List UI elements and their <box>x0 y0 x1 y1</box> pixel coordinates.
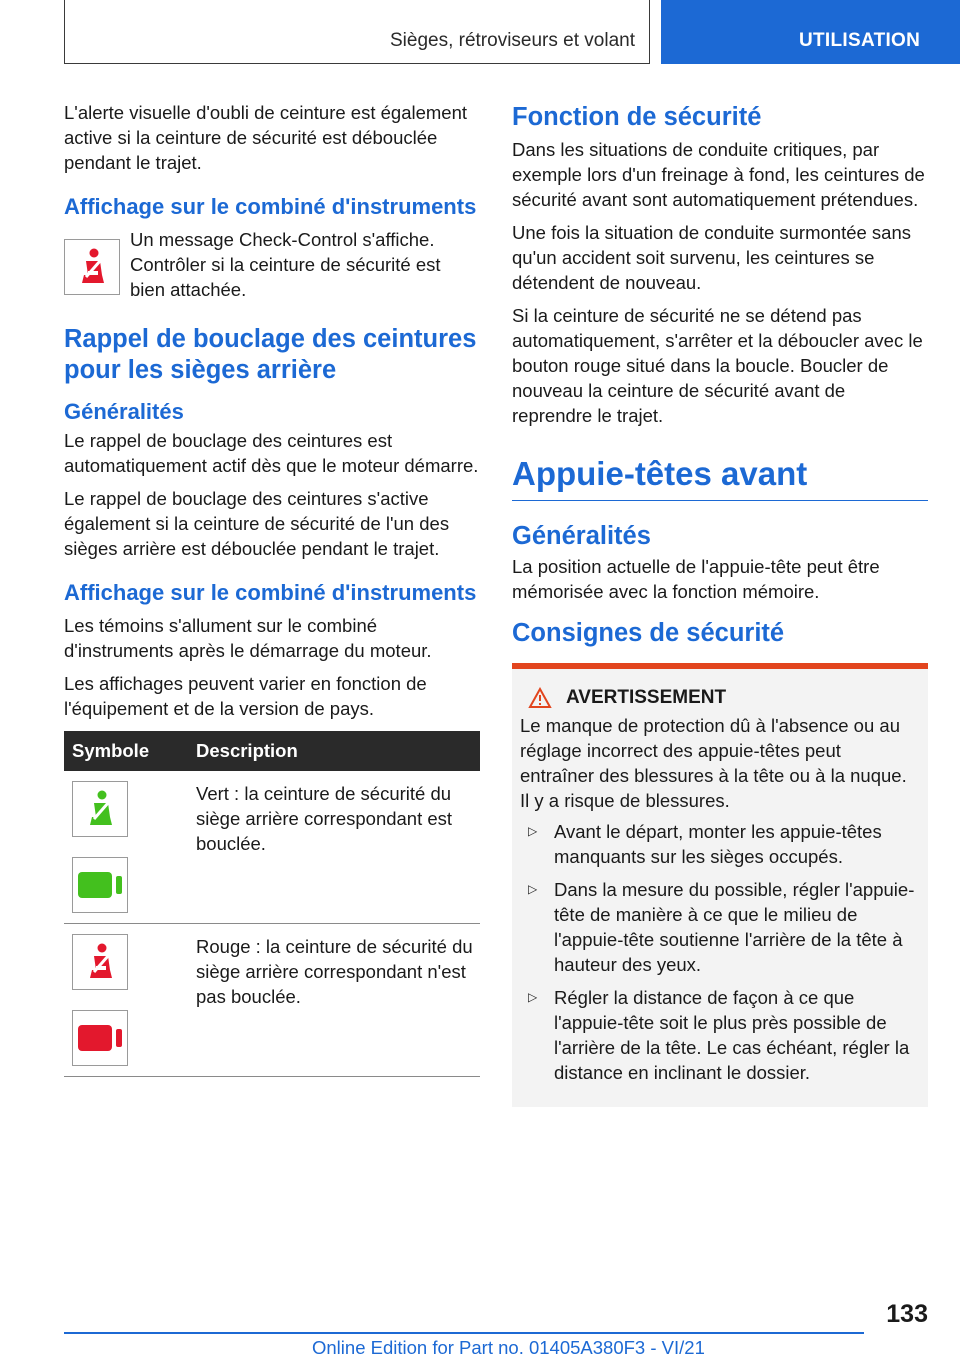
seat-green-indicator-icon <box>72 857 128 913</box>
symbol-table <box>64 731 480 1077</box>
bullet-triangle-icon: ▷ <box>528 990 538 1004</box>
seat-red-indicator-icon <box>72 1010 128 1066</box>
seatbelt-warning-icon <box>64 239 120 295</box>
footer-divider <box>64 1332 864 1334</box>
fonction-paragraph-3: Si la ceinture de sécurité ne se détend pas automatiquement, s'arrêter et la déboucler avec le bouton rouge situé dans la boucle. Boucler de nouveau la ceinture de sécurité avant de reprendre le trajet. <box>512 305 923 426</box>
col-description: Description <box>196 740 298 761</box>
appuie-generalites-paragraph: La position actuelle de l'appuie-tête peut être mémorisée avec la fonction mémoire. <box>512 556 880 602</box>
table-row <box>64 924 480 1077</box>
header-chapter-label: UTILISATION <box>799 30 921 51</box>
warning-triangle-icon <box>528 687 552 709</box>
warning-title-text: AVERTISSEMENT <box>566 687 727 708</box>
intro-paragraph: L'alerte visuelle d'oubli de ceinture est également active si la ceinture de sécurité est débouclée pendant le trajet. <box>64 102 468 173</box>
page-number: 133 <box>886 1300 928 1328</box>
header-chapter-tab[interactable] <box>661 0 960 64</box>
list-item: ▷ Régler la distance de façon à ce que l'appuie-tête soit le plus près possible de l'arrière de la tête. Le cas échéant, régler la distance en inclinant le dossier. <box>520 985 920 1085</box>
fonction-paragraph-2: Une fois la situation de conduite surmontée sans qu'un accident soit survenu, les ceintures se détendent de nouveau. <box>512 222 912 293</box>
right-column <box>512 100 928 1107</box>
check-control-text: Un message Check-Control s'affiche. Contrôler si la ceinture de sécurité est bien attachée. <box>130 229 441 300</box>
warning-list <box>520 819 920 1085</box>
green-description: Vert : la ceinture de sécurité du siège arrière correspondant est bouclée. <box>196 783 453 854</box>
footer-edition: Online Edition for Part no. 01405A380F3 - VI/21 <box>312 1337 705 1358</box>
rappel-heading: Rappel de bouclage des ceintures pour les sièges arrière <box>64 325 477 384</box>
fonction-paragraph-1: Dans les situations de conduite critiques, par exemple lors d'un freinage à fond, les ceintures de sécurité avant sont automatiquement prétendues. <box>512 139 925 210</box>
table-row <box>64 771 480 924</box>
warning-title <box>528 687 920 709</box>
generalites-paragraph-2: Le rappel de bouclage des ceintures s'active également si la ceinture de sécurité de l'un des sièges arrière est débouclée pendant le trajet. <box>64 488 450 559</box>
check-control-block <box>64 227 480 302</box>
generalites-paragraph-1: Le rappel de bouclage des ceintures est automatiquement actif dès que le moteur démarre. <box>64 430 479 476</box>
seatbelt-red-icon <box>72 934 128 990</box>
bullet-triangle-icon: ▷ <box>528 882 538 896</box>
col-symbole: Symbole <box>72 740 150 761</box>
seatbelt-green-icon <box>72 781 128 837</box>
list-item: ▷ Dans la mesure du possible, régler l'appuie-tête de manière à ce que le milieu de l'appuie-tête soutienne l'arrière de la tête à hauteur des yeux. <box>520 877 920 977</box>
header-section-title: Sièges, rétroviseurs et volant <box>389 30 635 51</box>
consignes-heading: Consignes de sécurité <box>512 619 785 647</box>
affichage-heading-2: Affichage sur le combiné d'instruments <box>64 580 477 605</box>
generalites-heading-left: Généralités <box>64 399 184 424</box>
appuie-tetes-heading: Appuie-têtes avant <box>512 454 928 501</box>
bullet-triangle-icon: ▷ <box>528 824 538 838</box>
affichage-heading-1: Affichage sur le combiné d'instruments <box>64 194 477 219</box>
header-section-box <box>64 0 650 64</box>
affichage-paragraph-2: Les affichages peuvent varier en fonction de l'équipement et de la version de pays. <box>64 673 427 719</box>
red-description: Rouge : la ceinture de sécurité du siège arrière correspondant n'est pas bouclée. <box>196 936 473 1007</box>
left-column <box>64 100 480 1077</box>
list-item: ▷ Avant le départ, monter les appuie-têtes manquants sur les sièges occupés. <box>520 819 920 869</box>
fonction-heading: Fonction de sécurité <box>512 103 762 131</box>
warning-box <box>512 663 928 1107</box>
warning-text: Le manque de protection dû à l'absence ou au réglage incorrect des appuie-têtes peut entraîner des blessures à la tête ou à la nuque. Il y a risque de blessures. <box>520 715 907 811</box>
generalites-heading-right: Généralités <box>512 522 651 550</box>
affichage-paragraph-1: Les témoins s'allument sur le combiné d'instruments après le démarrage du moteur. <box>64 615 432 661</box>
table-header <box>64 731 480 771</box>
